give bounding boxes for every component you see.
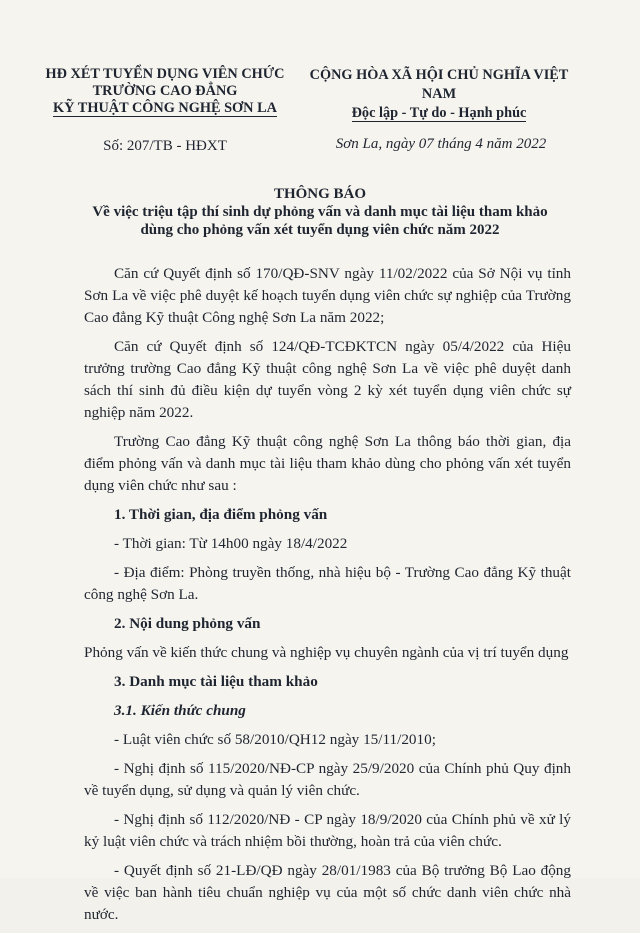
agency-line-3: KỸ THUẬT CÔNG NGHỆ SƠN LA (53, 100, 277, 116)
interview-time: - Thời gian: Từ 14h00 ngày 18/4/2022 (114, 535, 348, 552)
title-heading: THÔNG BÁO (273, 186, 367, 202)
document-date: Sơn La, ngày 07 tháng 4 năm 2022 (335, 136, 547, 152)
reference-item-2: - Nghị định số 115/2020/NĐ-CP ngày 25/9/2020 của Chính phủ Quy định về tuyển dụng, sử dụng và quản lý viên chức. (84, 760, 571, 799)
reference-item-3: - Nghị định số 112/2020/NĐ - CP ngày 18/9/2020 của Chính phủ về xử lý kỷ luật viên chức và trách nhiệm bồi thường, hoàn trả của viên chức. (84, 811, 571, 850)
country-name: CỘNG HÒA XÃ HỘI CHỦ NGHĨA VIỆT NAM (309, 67, 569, 102)
interview-content: Phỏng vấn về kiến thức chung và nghiệp vụ chuyên ngành của vị trí tuyển dụng (84, 644, 569, 661)
issuing-agency (40, 66, 290, 117)
section-3-heading: 3. Danh mục tài liệu tham khảo (114, 673, 318, 690)
document-number: Số: 207/TB - HĐXT (103, 138, 227, 154)
document-title (60, 185, 580, 239)
title-line-1: Về việc triệu tập thí sinh dự phỏng vấn và danh mục tài liệu tham khảo (92, 204, 548, 220)
reference-item-4: - Quyết định số 21-LĐ/QĐ ngày 28/01/1983 của Bộ trưởng Bộ Lao động về việc ban hành tiêu chuẩn nghiệp vụ của một số chức danh viên chức nhà nước. (84, 862, 571, 923)
national-motto (308, 66, 570, 123)
section-2-heading: 2. Nội dung phỏng vấn (114, 615, 261, 632)
announcement-paragraph: Trường Cao đẳng Kỹ thuật công nghệ Sơn La thông báo thời gian, địa điểm phỏng vấn và danh mục tài liệu tham khảo dùng cho phỏng vấn xét tuyển dụng viên chức như sau : (84, 433, 571, 494)
section-1-heading: 1. Thời gian, địa điểm phỏng vấn (114, 506, 328, 523)
document-body (84, 263, 571, 933)
title-line-2: dùng cho phỏng vấn xét tuyển dụng viên chức năm 2022 (140, 222, 500, 238)
motto: Độc lập - Tự do - Hạnh phúc (351, 105, 527, 121)
section-3-1-heading: 3.1. Kiến thức chung (114, 702, 246, 719)
basis-paragraph-2: Căn cứ Quyết định số 124/QĐ-TCĐKTCN ngày 05/4/2022 của Hiệu trưởng trường Cao đẳng Kỹ thuật công nghệ Sơn La về việc phê duyệt danh sách thí sinh đủ điều kiện dự tuyển vòng 2 kỳ xét tuyển dụng viên chức sự nghiệp năm 2022. (84, 338, 571, 421)
agency-line-1: HĐ XÉT TUYỂN DỤNG VIÊN CHỨC (45, 66, 285, 82)
basis-paragraph-1: Căn cứ Quyết định số 170/QĐ-SNV ngày 11/02/2022 của Sở Nội vụ tỉnh Sơn La về việc phê duyệt kế hoạch tuyển dụng viên chức sự nghiệp của Trường Cao đẳng Kỹ thuật Công nghệ Sơn La năm 2022; (84, 265, 571, 326)
interview-place: - Địa điểm: Phòng truyền thống, nhà hiệu bộ - Trường Cao đẳng Kỹ thuật công nghệ Sơn La. (84, 564, 571, 603)
agency-line-2: TRƯỜNG CAO ĐẲNG (92, 83, 238, 99)
reference-item-1: - Luật viên chức số 58/2010/QH12 ngày 15/11/2010; (114, 731, 436, 748)
